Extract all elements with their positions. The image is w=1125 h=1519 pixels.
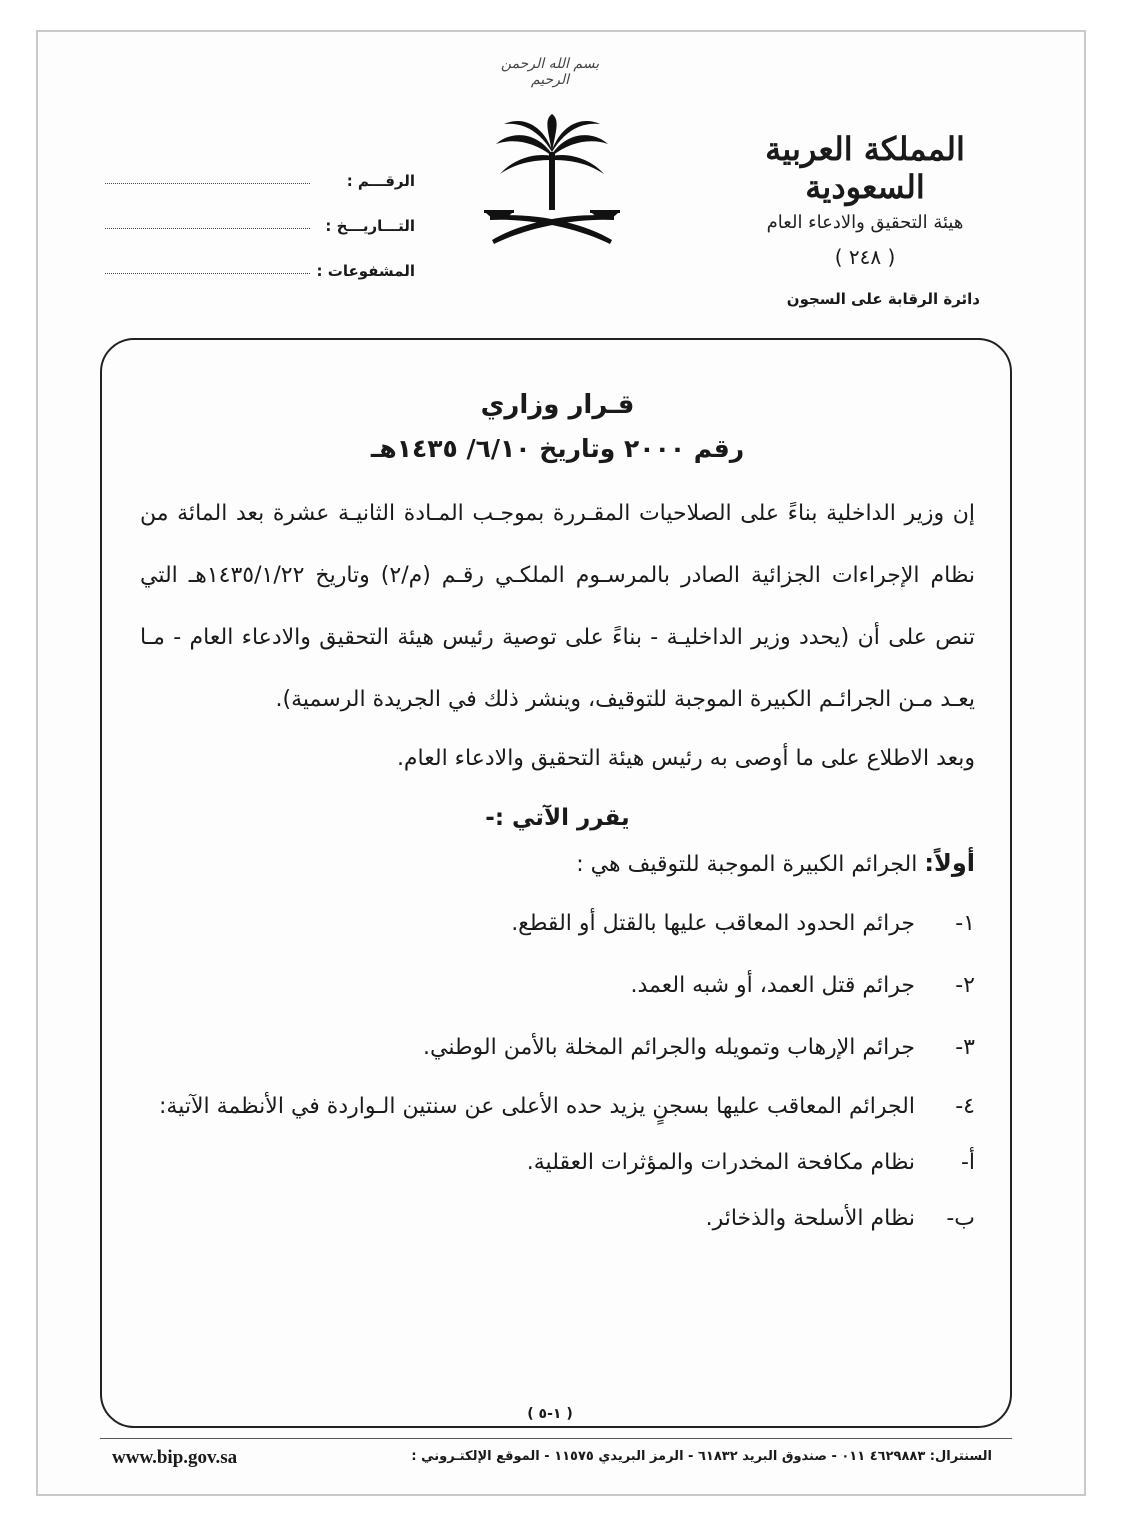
sub-list-item [140,1135,975,1191]
list-item-text: جرائم الإرهاب وتمويله والجرائم المخلة بالأمن الوطني. [423,1035,915,1060]
reference-number-label: الرقـــم : [346,172,415,190]
attachments-label: المشفوعات : [316,262,415,280]
basmala: بسم الله الرحمن الرحيم [500,56,600,88]
footer [112,1447,992,1471]
first-clause-label: أولاً: [924,849,975,877]
list-item-text: جرائم قتل العمد، أو شبه العمد. [630,973,915,998]
list-item-text: جرائم الحدود المعاقب عليها بالقتل أو القطع. [511,911,915,936]
footer-divider [100,1438,1012,1439]
sub-list-item-letter: ب- [946,1206,975,1231]
attachments-field [105,235,415,280]
sub-list-item-text: نظام مكافحة المخدرات والمؤثرات العقلية. [526,1150,915,1175]
sub-list-item-letter: أ- [960,1150,975,1175]
decision-preamble: إن وزير الداخلية بناءً على الصلاحيات المقـررة بموجـب المـادة الثانيـة عشرة بعد المائة من نظام الإجراءات الجزائية الصادر بالمرسـوم الملكـي رقـم (م/٢) وتاريخ ١٤٣٥/١/٢٢هـ التي تنص على أن (يحدد وزير الداخليـة - بناءً على توصية رئيس هيئة التحقيق والادعاء العام - مـا يعـد مـن الجرائـم الكبيرة الموجبة للتوقيف، وينشر ذلك في الجريدة الرسمية). [140,501,975,712]
first-clause-text: الجرائم الكبيرة الموجبة للتوقيف هي : [576,852,918,877]
reference-number-line [105,182,310,184]
list-item-number: ١- [955,911,975,936]
reference-date-line [105,227,310,229]
footer-contact-info: السنترال: ٤٦٢٩٨٨٣ ٠١١ - صندوق البريد ٦١٨٣٢ - الرمز البريدي ١١٥٧٥ - الموقع الإلكتـروني : [411,1449,992,1464]
decision-body [140,390,975,1247]
decision-after-review: وبعد الاطلاع على ما أوصى به رئيس هيئة التحقيق والادعاء العام. [396,746,975,771]
sub-list-item-text: نظام الأسلحة والذخائر. [705,1206,915,1231]
office-code: ( ٢٤٨ ) [834,245,896,269]
kingdom-name: المملكة العربية السعودية [765,130,965,206]
sub-list-item [140,1191,975,1247]
footer-website-link[interactable]: www.bip.gov.sa [112,1447,238,1468]
decides-heading: يقرر الآتي :- [485,805,630,831]
list-item [140,893,975,955]
saudi-emblem-icon [482,112,622,262]
attachments-line [105,272,310,274]
list-item-number: ٤- [955,1094,975,1119]
list-item [140,1017,975,1079]
page-number: ( ١-٥ ) [527,1406,573,1422]
first-clause [140,835,975,893]
reference-date-field [105,190,415,235]
list-item-number: ٣- [955,1035,975,1060]
list-item [140,955,975,1017]
decision-title: قـرار وزاري [480,390,635,420]
decision-number-date: رقم ٢٠٠٠ وتاريخ ٦/١٠/ ١٤٣٥هـ [370,434,745,463]
reference-date-label: التـــاريـــخ : [325,217,415,235]
list-item-number: ٢- [955,973,975,998]
reference-number-field [105,145,415,190]
department-name: دائرة الرقابة على السجون [786,290,980,308]
reference-fields [105,145,415,280]
list-item-text: الجرائم المعاقب عليها بسجنٍ يزيد حده الأعلى عن سنتين الـواردة في الأنظمة الآتية: [158,1094,915,1119]
authority-name: هيئة التحقيق والادعاء العام [766,212,964,233]
list-item [140,1079,975,1135]
letterhead [715,130,1015,269]
